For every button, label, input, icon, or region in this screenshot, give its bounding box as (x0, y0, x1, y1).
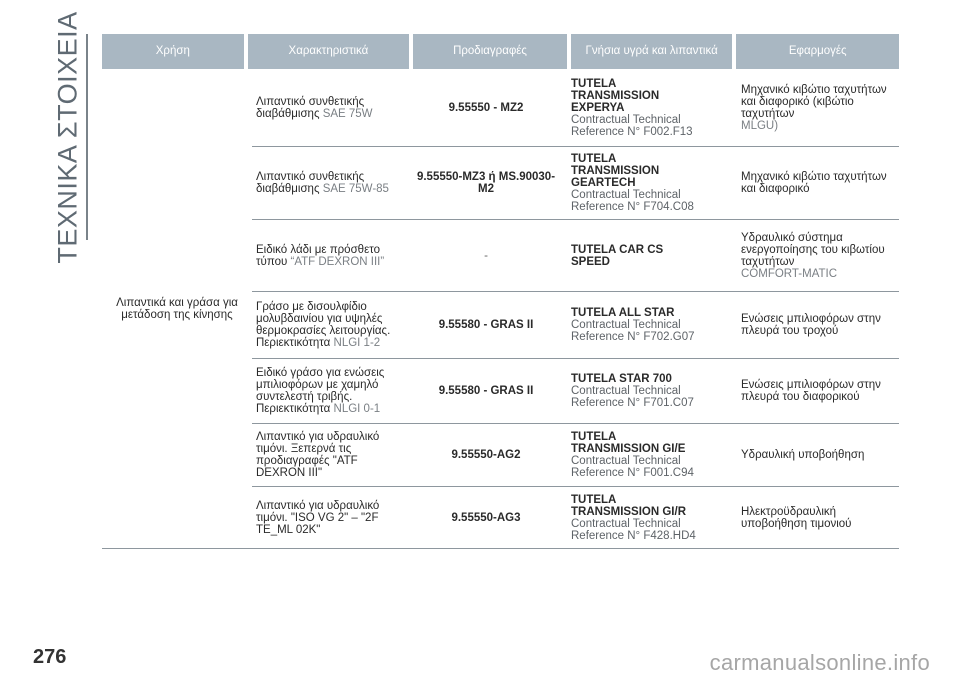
fluid-name: TUTELA TRANSMISSION GEARTECH (571, 153, 660, 189)
usage-text: Λιπαντικά και γράσα για μετάδοση της κίνησης (116, 297, 238, 321)
table-row (252, 487, 899, 548)
application-text: Υδραυλική υποβοήθηση (741, 449, 865, 461)
fluid-name: TUTELA TRANSMISSION GI/R (571, 493, 687, 518)
fluid-reference: Contractual Technical Reference N° F702.G07 (571, 319, 695, 343)
watermark: carmanualsonline.info (709, 650, 930, 675)
specification-dash: - (484, 249, 488, 262)
header-usage: Χρήση (102, 34, 244, 69)
fluid-reference: Contractual Technical Reference N° F701.C07 (571, 385, 694, 409)
application-text: Μηχανικό κιβώτιο ταχυτήτων και διαφορικό (741, 171, 887, 195)
grade-text: NLGI 1-2 (333, 337, 381, 349)
application-note: MLGU) (741, 120, 779, 132)
application-cell (735, 232, 899, 280)
application-cell (735, 84, 899, 132)
table-row (252, 220, 899, 292)
fluid-cell (563, 153, 735, 213)
grade-text: “ATF DEXRON III” (290, 255, 385, 268)
table-row (252, 424, 899, 487)
characteristics-text: Ειδικό γράσο για ενώσεις μπιλιοφόρων με χαμηλό συντελεστή τριβής. Περιεκτικότητα (256, 367, 385, 415)
application-text: Μηχανικό κιβώτιο ταχυτήτων και διαφορικό (κιβώτιο ταχυτήτων (741, 84, 887, 120)
fluid-name: TUTELA ALL STAR (571, 307, 675, 319)
application-text: Ενώσεις μπιλιοφόρων στην πλευρά του τροχού (741, 313, 881, 337)
application-note: COMFORT-MATIC (741, 267, 838, 280)
side-divider (86, 34, 88, 240)
table-row (252, 292, 899, 359)
application-cell (735, 449, 899, 461)
fluid-name: TUTELA TRANSMISSION GI/E (571, 431, 686, 455)
fluid-cell (563, 373, 735, 409)
table-row (252, 147, 899, 220)
characteristics-cell (252, 367, 409, 415)
fluid-reference: Contractual Technical Reference N° F001.C94 (571, 455, 694, 479)
fluid-name: TUTELA TRANSMISSION EXPERYA (571, 78, 660, 114)
characteristics-text: Λιπαντικό για υδραυλικό τιμόνι. Ξεπερνά τις προδιαγραφές "ATF DEXRON III" (256, 431, 380, 479)
grade-text: NLGI 0-1 (333, 403, 381, 415)
application-cell (735, 313, 899, 337)
application-text: Ενώσεις μπιλιοφόρων στην πλευρά του διαφορικού (741, 379, 881, 403)
grade-text: SAE 75W-85 (322, 183, 389, 195)
fluid-cell (563, 244, 735, 268)
application-cell (735, 171, 899, 195)
page-number: 276 (33, 646, 67, 668)
fluid-name: TUTELA STAR 700 (571, 373, 672, 385)
characteristics-cell (252, 96, 409, 120)
grade-text: SAE 75W (322, 108, 373, 120)
section-side-title (48, 10, 88, 264)
specification-cell: 9.55580 - GRAS II (438, 385, 534, 397)
fluid-reference: Contractual Technical Reference N° F704.C08 (571, 189, 694, 213)
table-row (252, 359, 899, 424)
header-applications: Εφαρμογές (736, 34, 899, 69)
characteristics-text: Λιπαντικό συνθετικής διαβάθμισης (256, 96, 365, 120)
characteristics-text: Γράσο με δισουλφίδιο μολυβδαινίου για υψηλές θερμοκρασίες λειτουργίας. Περιεκτικότητα (256, 301, 391, 349)
application-cell (735, 379, 899, 403)
section-side-title-text: ΤΕΧΝΙΚΑ ΣΤΟΙΧΕΙΑ (52, 10, 83, 264)
specification-cell: 9.55550-MZ3 ή MS.90030-M2 (416, 171, 556, 195)
specification-cell: 9.55550 - MZ2 (448, 102, 524, 114)
specification-cell: 9.55550-AG2 (451, 449, 521, 461)
fluid-name: TUTELA CAR CS SPEED (571, 243, 664, 268)
application-cell (735, 506, 899, 530)
characteristics-cell (252, 244, 409, 268)
fluid-cell (563, 494, 735, 542)
table-bottom-rule (102, 548, 899, 549)
characteristics-text: Λιπαντικό για υδραυλικό τιμόνι. "ISO VG 2" – "2F TE_ML 02K" (256, 499, 380, 536)
specification-cell: 9.55550-AG3 (451, 511, 521, 524)
characteristics-text: Ειδικό λάδι με πρόσθετο τύπου (256, 243, 380, 268)
fluid-cell (563, 307, 735, 343)
characteristics-cell (252, 171, 409, 195)
fluid-reference: Contractual Technical Reference N° F428.HD4 (571, 517, 696, 542)
characteristics-cell (252, 500, 409, 536)
application-text: Ηλεκτροϋδραυλική υποβοήθηση τιμονιού (741, 505, 852, 530)
application-text: Υδραυλικό σύστημα ενεργοποίησης του κιβωτίου ταχυτήτων (741, 231, 885, 268)
header-specifications: Προδιαγραφές (413, 34, 567, 69)
table-row (252, 70, 899, 147)
usage-cell (102, 70, 252, 548)
fluid-cell (563, 431, 735, 479)
characteristics-cell (252, 431, 409, 479)
fluid-reference: Contractual Technical Reference N° F002.F13 (571, 114, 693, 138)
table-header (102, 34, 899, 69)
header-characteristics: Χαρακτηριστικά (248, 34, 410, 69)
characteristics-text: Λιπαντικό συνθετικής διαβάθμισης (256, 171, 365, 195)
fluid-cell (563, 78, 735, 138)
characteristics-cell (252, 301, 409, 349)
header-genuine-fluids: Γνήσια υγρά και λιπαντικά (571, 34, 733, 69)
specification-cell: 9.55580 - GRAS II (438, 319, 534, 331)
specification-cell (409, 250, 563, 262)
